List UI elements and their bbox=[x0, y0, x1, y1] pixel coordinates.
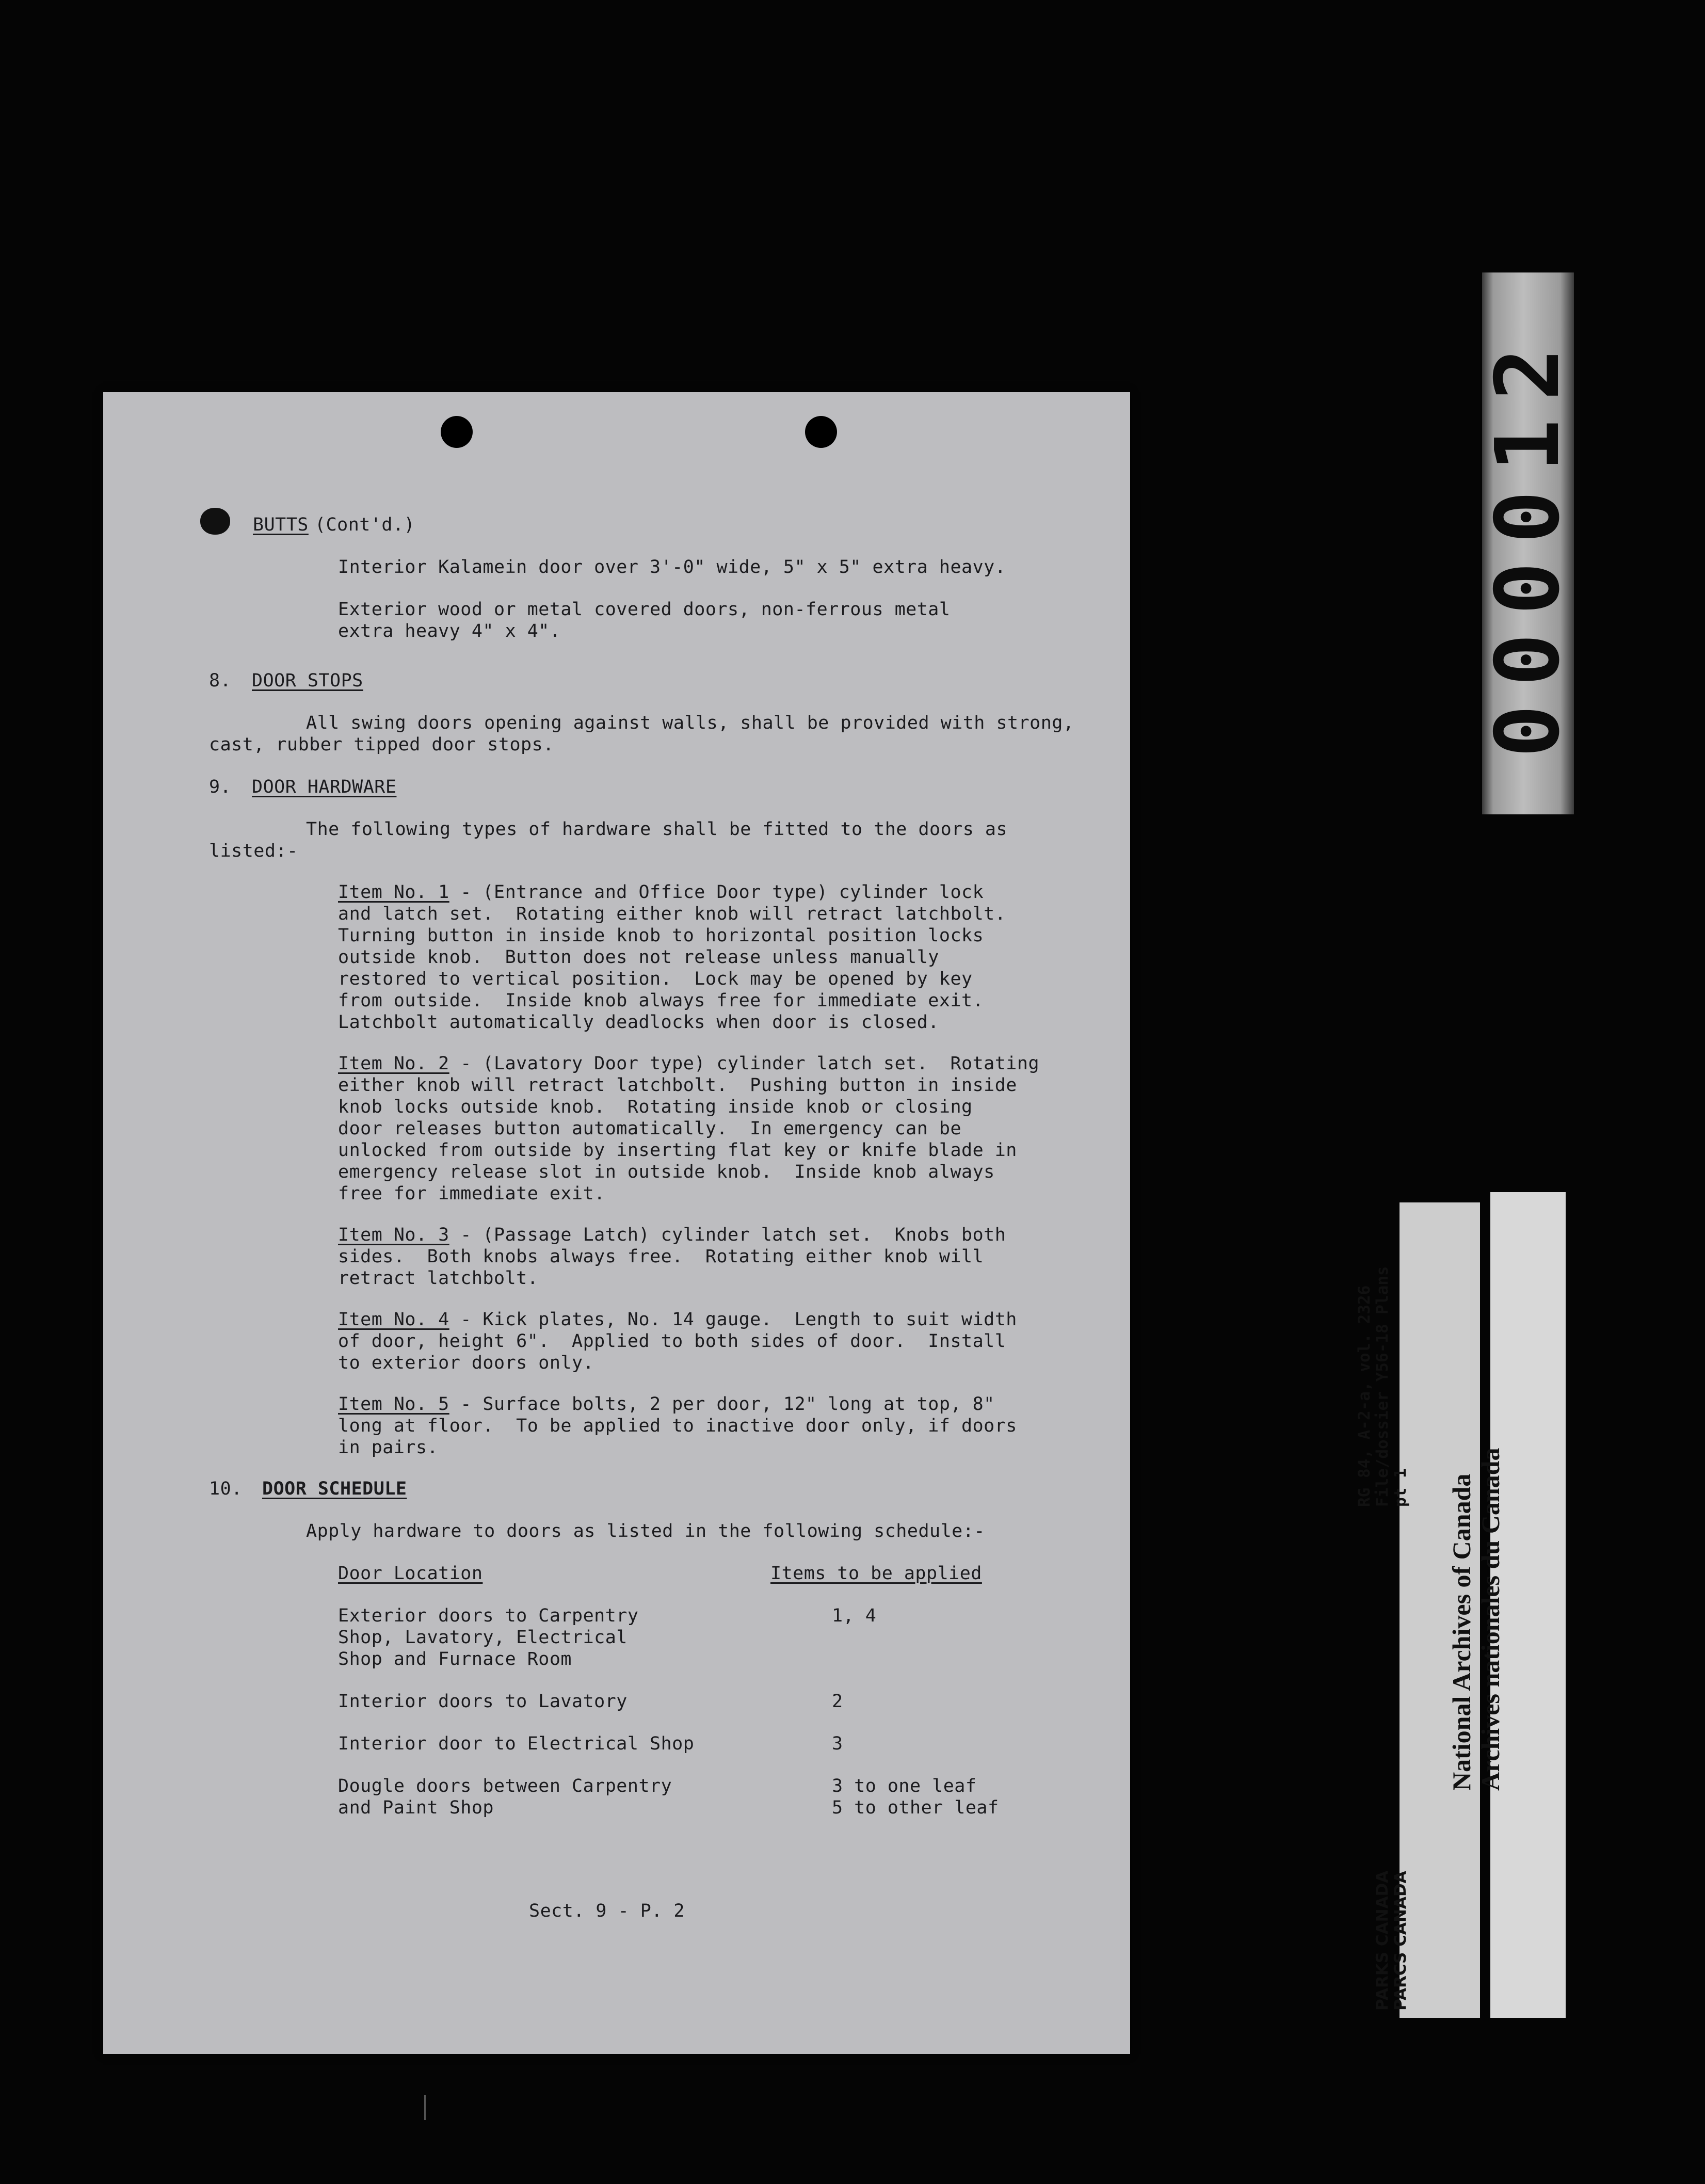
item-1-line-5: restored to vertical position. Lock may be opened by key bbox=[338, 969, 973, 989]
schedule-row-1-items: 1, 4 bbox=[832, 1605, 877, 1626]
ink-blot bbox=[200, 508, 230, 535]
document-page bbox=[103, 392, 1130, 2054]
parks-canada-label: PARKS CANADA PARCS CANADA bbox=[1373, 1870, 1410, 2011]
item-1-line-2: and latch set. Rotating either knob will retract latchbolt. bbox=[338, 904, 1006, 924]
schedule-row-3-location: Interior door to Electrical Shop bbox=[338, 1733, 695, 1754]
item-1-text: - (Entrance and Office Door type) cylinder lock bbox=[449, 882, 984, 903]
item-4-line-3: to exterior doors only. bbox=[338, 1353, 594, 1373]
section-8-line-2: cast, rubber tipped door stops. bbox=[209, 734, 554, 755]
frame-number-strip bbox=[1477, 272, 1579, 814]
item-2-line-4: door releases button automatically. In emergency can be bbox=[338, 1118, 962, 1139]
punch-hole-right bbox=[805, 416, 837, 448]
schedule-row-4-location: Dougle doors between Carpentry and Paint Shop bbox=[338, 1776, 672, 1818]
section-9-heading: DOOR HARDWARE bbox=[252, 777, 397, 797]
section-10-heading: DOOR SCHEDULE bbox=[262, 1479, 407, 1499]
item-1-line-7: Latchbolt automatically deadlocks when door is closed. bbox=[338, 1012, 939, 1033]
item-5-text: - Surface bolts, 2 per door, 12" long at top, 8" bbox=[449, 1394, 995, 1415]
item-4-label: Item No. 4 bbox=[338, 1309, 449, 1330]
item-2-line-3: knob locks outside knob. Rotating inside knob or closing bbox=[338, 1097, 973, 1117]
item-2-line-1 bbox=[338, 1053, 1039, 1074]
section-10-number: 10. bbox=[209, 1479, 243, 1499]
item-1-line-4: outside knob. Button does not release unless manually bbox=[338, 947, 939, 968]
schedule-row-2-items: 2 bbox=[832, 1691, 843, 1712]
item-2-text: - (Lavatory Door type) cylinder latch set. Rotating bbox=[449, 1053, 1040, 1074]
schedule-row-2-location: Interior doors to Lavatory bbox=[338, 1691, 628, 1712]
butts-line-1: Interior Kalamein door over 3'-0" wide, 5" x 5" extra heavy. bbox=[338, 557, 1006, 577]
item-3-text: - (Passage Latch) cylinder latch set. Knobs both bbox=[449, 1225, 1006, 1245]
item-4-line-2: of door, height 6". Applied to both sides of door. Install bbox=[338, 1331, 1006, 1352]
item-3-line-2: sides. Both knobs always free. Rotating either knob will bbox=[338, 1246, 984, 1267]
item-2-line-7: free for immediate exit. bbox=[338, 1183, 605, 1204]
item-2-line-5: unlocked from outside by inserting flat key or knife blade in bbox=[338, 1140, 1017, 1161]
butts-line-3: extra heavy 4" x 4". bbox=[338, 621, 561, 641]
page-footer: Sect. 9 - P. 2 bbox=[529, 1901, 685, 1921]
schedule-header-location: Door Location bbox=[338, 1563, 483, 1584]
item-1-label: Item No. 1 bbox=[338, 882, 449, 903]
schedule-row-4-items: 3 to one leaf 5 to other leaf bbox=[832, 1776, 999, 1818]
punch-hole-left bbox=[441, 416, 473, 448]
item-1-line-3: Turning button in inside knob to horizontal position locks bbox=[338, 925, 984, 946]
item-2-line-2: either knob will retract latchbolt. Pushing button in inside bbox=[338, 1075, 1017, 1096]
item-3-line-1 bbox=[338, 1224, 1006, 1246]
section-9-line-1: The following types of hardware shall be fitted to the doors as bbox=[306, 819, 1008, 840]
section-8-number: 8. bbox=[209, 670, 232, 691]
section-8-heading: DOOR STOPS bbox=[252, 670, 363, 691]
schedule-row-3-items: 3 bbox=[832, 1733, 843, 1754]
item-4-text: - Kick plates, No. 14 gauge. Length to suit width bbox=[449, 1309, 1017, 1330]
item-3-label: Item No. 3 bbox=[338, 1225, 449, 1245]
archive-reference: RG 84, A-2-a, vol. 2326 File/dossier Y56-18 Plans pt 1 bbox=[1355, 1266, 1410, 1507]
item-3-line-3: retract latchbolt. bbox=[338, 1268, 539, 1289]
item-5-line-3: in pairs. bbox=[338, 1437, 439, 1458]
national-archives-strip bbox=[1447, 1192, 1566, 2018]
schedule-row-1-location: Exterior doors to Carpentry Shop, Lavatory, Electrical Shop and Furnace Room bbox=[338, 1605, 639, 1669]
item-1-line-1 bbox=[338, 881, 984, 903]
film-scratch bbox=[424, 2095, 426, 2120]
section-10-line-1: Apply hardware to doors as listed in the following schedule:- bbox=[306, 1521, 985, 1541]
schedule-header-items: Items to be applied bbox=[770, 1563, 982, 1584]
item-2-label: Item No. 2 bbox=[338, 1053, 449, 1074]
item-5-line-2: long at floor. To be applied to inactive door only, if doors bbox=[338, 1416, 1017, 1436]
item-5-line-1 bbox=[338, 1393, 995, 1415]
butts-line-2: Exterior wood or metal covered doors, non-ferrous metal bbox=[338, 599, 951, 620]
section-9-number: 9. bbox=[209, 777, 232, 797]
item-1-line-6: from outside. Inside knob always free for immediate exit. bbox=[338, 990, 984, 1011]
item-4-line-1 bbox=[338, 1309, 1017, 1330]
butts-heading: BUTTS bbox=[253, 515, 309, 535]
frame-number: 000012 bbox=[1477, 329, 1579, 758]
item-2-line-6: emergency release slot in outside knob. Inside knob always bbox=[338, 1162, 995, 1182]
item-5-label: Item No. 5 bbox=[338, 1394, 449, 1415]
section-9-line-2: listed:- bbox=[209, 841, 298, 861]
national-archives-label: National Archives of Canada Archives nationales du Canada bbox=[1447, 1448, 1505, 1791]
section-8-line-1: All swing doors opening against walls, shall be provided with strong, bbox=[306, 713, 1074, 733]
butts-contd: (Cont'd.) bbox=[315, 515, 415, 535]
